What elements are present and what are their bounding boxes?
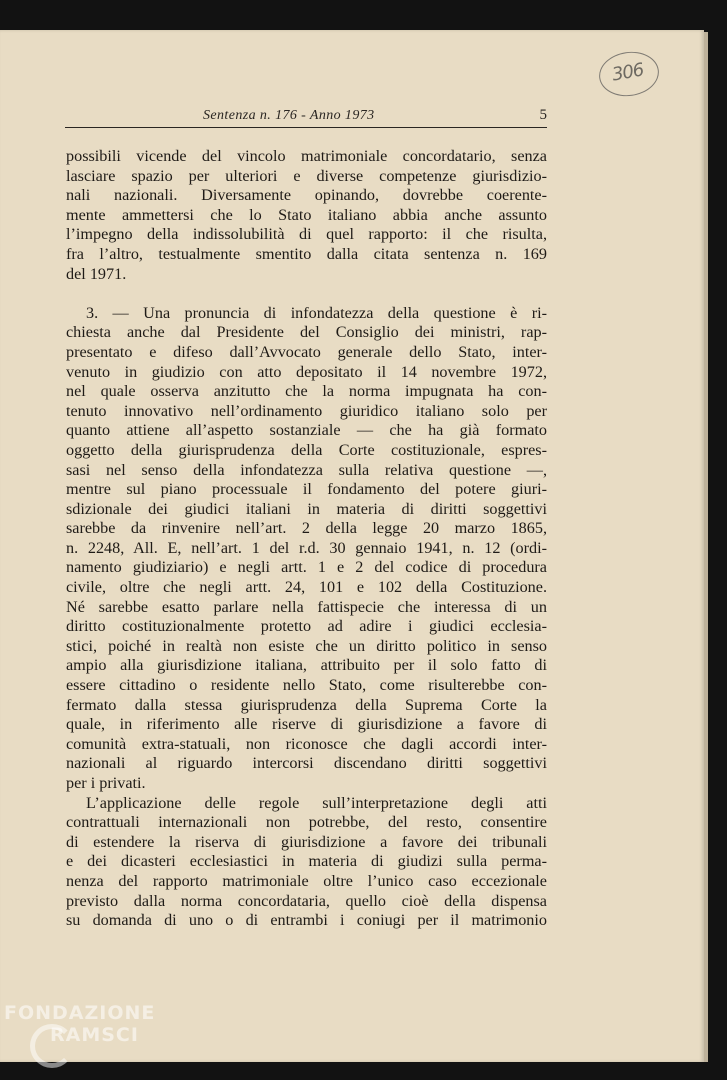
text-line: n. 2248, All. E, nell’art. 1 del r.d. 30 gennaio 1941, n. 12 (ordi- [66, 538, 547, 557]
text-line: l’impegno della indissolubilità di quel rapporto: il che risulta, [66, 225, 547, 244]
watermark-line-2: RAMSCI [50, 1024, 139, 1046]
text-line: mentre sul piano processuale il fondamento del potere giuri- [66, 480, 547, 499]
text-line: ampio alla giurisdizione italiana, attribuito per il solo fatto di [66, 656, 547, 675]
text-line: e dei dicasteri ecclesiastici in materia di giudizi sulla perma- [66, 852, 547, 871]
page-edge [704, 32, 708, 1062]
text-line: sasi nel senso della infondatezza sulla relativa questione —, [66, 460, 547, 479]
text-line: nali nazionali. Diversamente opinando, dovrebbe coerente- [66, 186, 547, 205]
text-line: contrattuali internazionali non potrebbe, del resto, consentire [66, 813, 547, 832]
running-title: Sentenza n. 176 - Anno 1973 [203, 108, 375, 123]
text-line: chiesta anche dal Presidente del Consiglio dei ministri, rap- [66, 323, 547, 342]
text-line: fra l’altro, testualmente smentito dalla citata sentenza n. 169 [66, 244, 547, 263]
text-line: di estendere la riserva di giurisdizione a favore dei tribunali [66, 832, 547, 851]
text-line: essere cittadino o residente nello Stato, come risulterebbe con- [66, 676, 547, 695]
text-line: per i privati. [66, 774, 146, 792]
text-line: stici, poiché in realtà non esiste che un diritto politico in senso [66, 636, 547, 655]
text-line: Né sarebbe esatto parlare nella fattispecie che interessa di un [66, 597, 547, 616]
paragraph-3 [66, 794, 547, 931]
text-line: 3. — Una pronuncia di infondatezza della questione è ri- [86, 303, 547, 322]
text-line: civile, oltre che negli artt. 24, 101 e 102 della Costituzione. [66, 578, 547, 597]
text-line: nenza del rapporto matrimoniale oltre l’unico caso eccezionale [66, 871, 547, 890]
text-line: presentato e difeso dall’Avvocato generale dello Stato, inter- [66, 342, 547, 361]
text-line: diritto costituzionalmente protetto ad adire i giudici ecclesia- [66, 617, 547, 636]
text-line: sarebbe da rinvenire nell’art. 2 della legge 20 marzo 1865, [66, 519, 547, 538]
text-line: namento giudiziario) e negli artt. 1 e 2 del codice di procedura [66, 558, 547, 577]
text-line: sdizionale dei giudici italiani in materia di diritti soggettivi [66, 499, 547, 518]
text-line: nel quale osserva anzitutto che la norma impugnata ha con- [66, 382, 547, 401]
text-line: oggetto della giurisprudenza della Corte costituzionale, espres- [66, 440, 547, 459]
text-line: fermato dalla stessa giurisprudenza della Suprema Corte la [66, 695, 547, 714]
text-line: del 1971. [66, 264, 127, 283]
text-line: comunità extra-statuali, non riconosce che dagli accordi inter- [66, 734, 547, 753]
running-head [65, 107, 547, 128]
page-number: 5 [539, 107, 547, 123]
text-line: previsto dalla norma concordataria, quello cioè della dispensa [66, 891, 547, 910]
text-line: su domanda di uno o di entrambi i coniugi per il matrimonio [66, 911, 547, 930]
watermark-line-1: FONDAZIONE [4, 1002, 156, 1024]
watermark [4, 1002, 155, 1046]
text-line: quale, in riferimento alle riserve di giurisdizione a favore di [66, 715, 547, 734]
body-text [66, 147, 547, 931]
paragraph-2 [66, 304, 547, 794]
text-line: quanto attiene all’aspetto sostanziale — che ha già formato [66, 421, 547, 440]
text-line: mente ammettersi che lo Stato italiano abbia anche assunto [66, 205, 547, 224]
text-line: lasciare spazio per ulteriori e diverse competenze giurisdizio- [66, 166, 547, 185]
text-line: possibili vicende del vincolo matrimoniale concordatario, senza [66, 147, 547, 165]
text-line: L’applicazione delle regole sull’interpretazione degli atti [86, 793, 547, 812]
archive-stamp-number: 306 [610, 59, 645, 86]
paragraph-1 [66, 147, 547, 284]
text-line: nazionali al riguardo intercorsi discendano diritti soggettivi [66, 754, 547, 773]
text-line: tenuto innovativo nell’ordinamento giuridico italiano solo per [66, 401, 547, 420]
paragraph-gap [66, 284, 547, 304]
text-line: venuto in giudizio con atto depositato il 14 novembre 1972, [66, 362, 547, 381]
